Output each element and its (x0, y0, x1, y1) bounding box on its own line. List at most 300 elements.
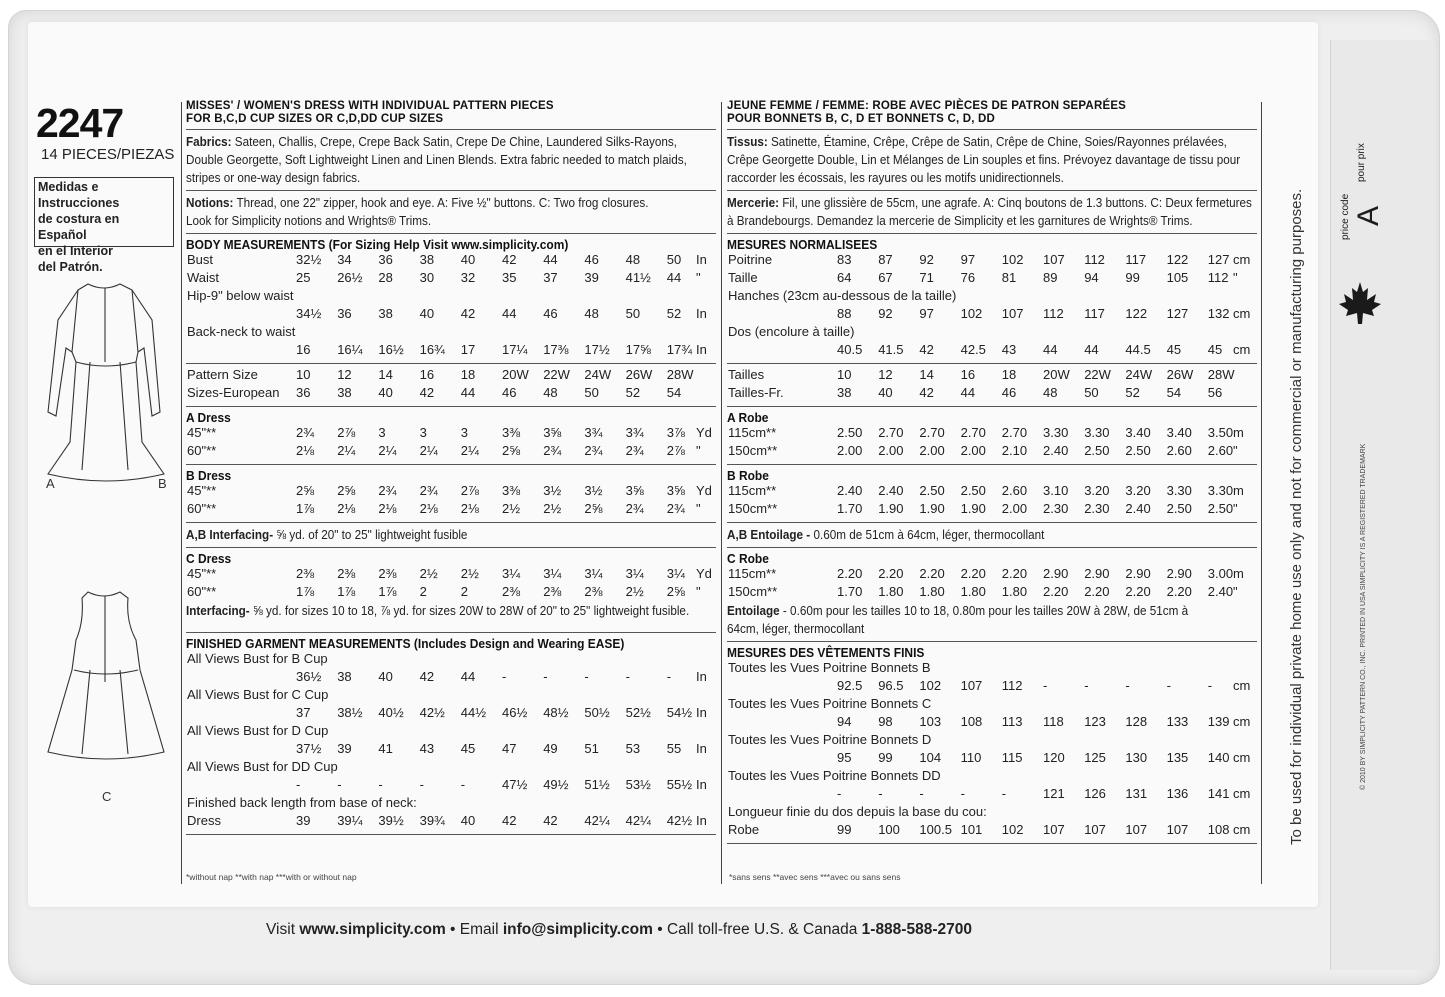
unit-cell: " (1233, 584, 1238, 599)
table-row (186, 759, 716, 777)
table-cell: 56 (1207, 385, 1223, 400)
divider (727, 406, 1257, 407)
table-cell: - (337, 777, 342, 792)
table-cell: 43 (419, 741, 435, 756)
table-row (727, 501, 1257, 519)
table-cell: 52½ (625, 705, 651, 720)
table-cell: 3½ (584, 483, 603, 498)
table-cell: 52 (625, 385, 641, 400)
table-row (186, 342, 716, 360)
table-cell: 2¼ (460, 443, 479, 458)
table-cell: 2¼ (378, 443, 397, 458)
row-label: Poitrine (728, 252, 773, 267)
table-row (727, 443, 1257, 461)
table-cell: 2.40 (1207, 584, 1234, 599)
table-cell: 2.90 (1043, 566, 1069, 581)
table-cell: 97 (960, 252, 976, 267)
french-column (727, 100, 1257, 847)
table-cell: 54½ (666, 705, 693, 720)
table-cell: - (296, 777, 301, 792)
row-label: Bust (187, 252, 214, 267)
view-label-c: C (102, 789, 112, 804)
table-cell: 38 (837, 385, 852, 400)
table-cell: 44 (1084, 342, 1099, 357)
row-label: Waist (187, 270, 220, 285)
table-row (727, 324, 1257, 342)
table-cell: - (1166, 678, 1171, 693)
table-cell: 3.10 (1043, 483, 1069, 498)
table-cell: 98 (878, 714, 893, 729)
table-cell: 44 (1043, 342, 1058, 357)
table-cell: 48½ (543, 705, 569, 720)
unit-cell: In (696, 342, 707, 357)
table-cell: 2.20 (919, 566, 945, 581)
table-cell: 40 (419, 306, 435, 321)
table-cell: 51½ (584, 777, 610, 792)
unit-cell: cm (1233, 252, 1251, 267)
mesures-finis-title: MESURES DES VÊTEMENTS FINIS (727, 645, 925, 660)
table-cell: 122 (1166, 252, 1189, 267)
table-cell: 102 (960, 306, 983, 321)
tissus-text: Tissus: Satinette, Étamine, Crêpe, Crêpe de Satin, Crêpe de Chine, Soies/Rayonnes prélavées, (727, 134, 1227, 149)
table-row (727, 732, 1257, 750)
table-cell: 3¾ (625, 425, 644, 440)
table-cell: 48 (1043, 385, 1058, 400)
unit-cell: cm (1233, 822, 1251, 837)
mesures-table (727, 252, 1257, 360)
unit-cell: cm (1233, 750, 1251, 765)
table-cell: 41½ (625, 270, 651, 285)
table-cell: 2¾ (296, 425, 315, 440)
table-row (727, 696, 1257, 714)
left-column-rule (181, 102, 182, 884)
table-cell: 37 (296, 705, 311, 720)
table-cell: 2⅞ (460, 483, 479, 498)
table-cell: 3½ (543, 483, 562, 498)
a-dress-yardage (186, 425, 716, 461)
table-row (727, 584, 1257, 602)
unit-cell: " (696, 584, 701, 599)
table-cell: 2⅛ (378, 501, 397, 516)
french-title: JEUNE FEMME / FEMME: ROBE AVEC PIÈCES DE PATRON SEPARÉES (727, 100, 1127, 112)
table-cell: 2¼ (337, 443, 356, 458)
english-subtitle: FOR B,C,D CUP SIZES OR C,D,DD CUP SIZES (186, 113, 444, 125)
table-cell: 16 (296, 342, 311, 357)
unit-cell: " (1233, 443, 1238, 458)
table-cell: 92.5 (837, 678, 863, 693)
table-cell: - (1125, 678, 1130, 693)
divider (727, 129, 1257, 130)
row-label: All Views Bust for C Cup (187, 687, 329, 702)
table-cell: 107 (1043, 822, 1065, 837)
table-cell: 22W (1084, 367, 1111, 382)
table-cell: 50 (1084, 385, 1099, 400)
table-cell: 40.5 (837, 342, 863, 357)
unit-cell: Yd (696, 566, 712, 581)
divider (186, 233, 716, 234)
table-cell: 2.50 (1166, 501, 1192, 516)
table-cell: 2⅜ (502, 584, 521, 599)
unit-cell: " (1233, 501, 1238, 516)
table-cell: 39 (584, 270, 599, 285)
table-cell: 2.70 (960, 425, 986, 440)
table-cell: 55 (666, 741, 682, 756)
table-cell: - (419, 777, 424, 792)
row-label: Taille (728, 270, 758, 285)
table-cell: - (919, 786, 924, 801)
table-cell: 44 (460, 385, 476, 400)
table-row (186, 252, 716, 270)
table-cell: 41 (378, 741, 393, 756)
notions-text: Notions: Thread, one 22" zipper, hook and eye. A: Five ½" buttons. C: Two frog closures. (186, 195, 649, 210)
table-cell: 2.50 (1084, 443, 1110, 458)
table-cell: 2½ (502, 501, 521, 516)
view-label-b: B (158, 476, 167, 491)
table-cell: 120 (1043, 750, 1065, 765)
table-cell: 3.00 (1207, 566, 1234, 581)
table-cell: 3¼ (584, 566, 603, 581)
table-cell: 2 (460, 584, 469, 599)
row-label: Dress (187, 813, 221, 828)
table-cell: 2¼ (419, 443, 438, 458)
table-cell: 101 (960, 822, 983, 837)
table-cell: 1⅞ (296, 584, 315, 599)
table-cell: 36 (378, 252, 393, 267)
table-cell: 2¾ (584, 443, 603, 458)
unit-cell: " (696, 443, 701, 458)
table-cell: 50 (666, 252, 682, 267)
table-cell: 71 (919, 270, 934, 285)
table-cell: 3.50 (1207, 425, 1234, 440)
table-cell: 110 (960, 750, 982, 765)
table-row (727, 566, 1257, 584)
table-cell: 3⅝ (543, 425, 562, 440)
table-cell: 50 (584, 385, 599, 400)
table-cell: 44 (960, 385, 976, 400)
table-cell: 94 (1084, 270, 1099, 285)
table-cell: 2½ (460, 566, 479, 581)
table-cell: 2⅜ (337, 566, 356, 581)
row-label: Tailles-Fr. (728, 385, 784, 400)
table-cell: 1⅞ (296, 501, 315, 516)
table-cell: 133 (1166, 714, 1189, 729)
table-cell: 2¾ (543, 443, 562, 458)
c-dress-title: C Dress (186, 551, 232, 566)
table-cell: 2 (419, 584, 427, 599)
table-cell: - (460, 777, 466, 792)
table-cell: 113 (1001, 714, 1023, 729)
table-cell: 2⅛ (460, 501, 479, 516)
unit-cell: In (696, 813, 707, 828)
table-cell: 48 (584, 306, 599, 321)
table-cell: 2½ (625, 584, 644, 599)
table-cell: 28W (1207, 367, 1235, 382)
table-cell: 122 (1125, 306, 1148, 321)
table-cell: 14 (919, 367, 934, 382)
table-cell: 36 (296, 385, 311, 400)
table-cell: 10 (296, 367, 311, 382)
table-cell: 2.70 (919, 425, 945, 440)
table-cell: 108 (1207, 822, 1230, 837)
table-cell: 2¾ (378, 483, 397, 498)
body-measurements-title: BODY MEASUREMENTS (For Sizing Help Visit www.simplicity.com) (186, 237, 569, 252)
fabrics-text-2: Double Georgette, Soft Lightweight Linen and Linen Blends. Extra fabric needed to match plaids, (186, 152, 687, 167)
table-cell: 38 (419, 252, 435, 267)
table-cell: 2.60 (1001, 483, 1028, 498)
table-cell: 102 (919, 678, 942, 693)
table-cell: 16 (419, 367, 435, 382)
row-label: 115cm** (728, 566, 777, 581)
table-cell: 2⅝ (666, 584, 685, 599)
table-cell: 99 (878, 750, 893, 765)
unit-cell: In (696, 252, 707, 267)
table-cell: 45 (460, 741, 476, 756)
french-footnote: *sans sens **avec sens ***avec ou sans sens (729, 872, 901, 882)
table-cell: 54 (666, 385, 682, 400)
table-cell: 3.40 (1125, 425, 1151, 440)
table-cell: 2.40 (1125, 501, 1151, 516)
divider (186, 547, 716, 548)
table-cell: - (502, 669, 507, 684)
row-label: 45"** (187, 483, 217, 498)
table-cell: 40 (460, 813, 476, 828)
table-cell: 2.90 (1084, 566, 1110, 581)
table-cell: 39 (296, 813, 311, 828)
row-label: 115cm** (728, 425, 777, 440)
table-cell: 131 (1125, 786, 1148, 801)
c-entoilage: Entoilage - 0.60m pour les tailles 10 to 18, 0.80m pour les tailles 20W à 28W, de 51cm à (727, 603, 1189, 618)
table-cell: 46 (502, 385, 517, 400)
table-cell: 14 (378, 367, 393, 382)
unit-cell: m (1233, 425, 1244, 440)
table-row (186, 306, 716, 324)
table-cell: - (666, 669, 672, 684)
mercerie-text: Mercerie: Fil, une glissière de 55cm, une agrafe. A: Cinq boutons de 1.3 buttons. C: Deux fermetures (727, 195, 1252, 210)
table-cell: 3.30 (1084, 425, 1110, 440)
row-label: Hanches (23cm au-dessous de la taille) (728, 288, 957, 303)
dress-line-drawings (36, 262, 174, 782)
table-cell: 88 (837, 306, 852, 321)
mesures-finis-table (727, 660, 1257, 840)
table-cell: 40½ (378, 705, 404, 720)
table-cell: 16½ (378, 342, 404, 357)
table-cell: 107 (1125, 822, 1148, 837)
english-title: MISSES' / WOMEN'S DRESS WITH INDIVIDUAL PATTERN PIECES (186, 100, 554, 112)
table-cell: 42 (919, 342, 934, 357)
divider (727, 843, 1257, 844)
row-label: Longueur finie du dos depuis la base du cou: (728, 804, 987, 819)
table-cell: 94 (837, 714, 852, 729)
table-cell: 46½ (502, 705, 528, 720)
table-cell: 99 (837, 822, 852, 837)
table-cell: 92 (919, 252, 934, 267)
table-cell: 37½ (296, 741, 322, 756)
table-cell: 2.40 (878, 483, 904, 498)
table-cell: 2.50 (919, 483, 945, 498)
table-cell: 115 (1001, 750, 1023, 765)
table-cell: 3¾ (584, 425, 603, 440)
table-cell: 2.00 (960, 443, 986, 458)
a-robe-title: A Robe (727, 410, 769, 425)
table-cell: 38 (378, 306, 393, 321)
table-row (186, 795, 716, 813)
table-row (186, 367, 716, 385)
unit-cell: m (1233, 483, 1244, 498)
table-row (727, 768, 1257, 786)
table-cell: 102 (1001, 252, 1024, 267)
table-cell: 38½ (337, 705, 363, 720)
table-cell: 3 (378, 425, 386, 440)
table-cell: 17 (460, 342, 476, 357)
table-cell: 107 (1043, 252, 1065, 267)
table-cell: 55½ (666, 777, 693, 792)
table-cell: 26W (625, 367, 653, 382)
table-cell: 36 (337, 306, 352, 321)
unit-cell: Yd (696, 425, 712, 440)
table-cell: - (1001, 786, 1007, 801)
table-cell: 49½ (543, 777, 569, 792)
view-label-a: A (46, 476, 55, 491)
table-cell: - (878, 786, 883, 801)
table-row (727, 804, 1257, 822)
table-row (727, 660, 1257, 678)
table-row (186, 501, 716, 519)
table-row (186, 288, 716, 306)
c-interfacing: Interfacing- ⅝ yd. for sizes 10 to 18, ⅞ yd. for sizes 20W to 28W of 20" to 25" lightweight fusible. (186, 603, 690, 618)
table-cell: 42¼ (584, 813, 610, 828)
table-cell: 81 (1001, 270, 1017, 285)
table-cell: 10 (837, 367, 852, 382)
table-cell: 2.60 (1207, 443, 1234, 458)
table-cell: 12 (878, 367, 893, 382)
finished-measurements-title: FINISHED GARMENT MEASUREMENTS (Includes Design and Wearing EASE) (186, 636, 625, 651)
table-cell: 51 (584, 741, 599, 756)
table-cell: 17⅜ (543, 342, 569, 357)
table-cell: 17⅝ (625, 342, 651, 357)
website-link[interactable]: www.simplicity.com (299, 921, 446, 938)
row-label: All Views Bust for B Cup (187, 651, 328, 666)
table-row (186, 385, 716, 403)
table-cell: - (1043, 678, 1048, 693)
table-cell: 2.90 (1125, 566, 1151, 581)
body-measurements-table (186, 252, 716, 360)
table-cell: 44 (666, 270, 682, 285)
table-cell: 24W (1125, 367, 1153, 382)
table-cell: 2⅛ (296, 443, 315, 458)
table-cell: 117 (1125, 252, 1147, 267)
table-cell: 40 (460, 252, 476, 267)
table-cell: 100.5 (919, 822, 952, 837)
row-label: 115cm** (728, 483, 777, 498)
table-cell: 141 (1207, 786, 1230, 801)
table-row (186, 651, 716, 669)
table-cell: 45 (1166, 342, 1182, 357)
b-dress-yardage (186, 483, 716, 519)
pour-prix-label: pour prix (1356, 143, 1367, 182)
table-cell: 2⅝ (296, 483, 315, 498)
divider (727, 641, 1257, 642)
table-cell: 36½ (296, 669, 322, 684)
table-cell: 2⅛ (337, 501, 356, 516)
table-cell: - (837, 786, 842, 801)
table-row (186, 687, 716, 705)
table-cell: 126 (1084, 786, 1106, 801)
row-label: Pattern Size (187, 367, 258, 382)
b-dress-title: B Dress (186, 468, 232, 483)
table-cell: 2¾ (666, 501, 685, 516)
divider (727, 233, 1257, 234)
unit-cell: cm (1233, 714, 1251, 729)
table-cell: 42½ (666, 813, 693, 828)
table-cell: 1.80 (919, 584, 945, 599)
table-cell: 20W (502, 367, 529, 382)
email-link[interactable]: info@simplicity.com (502, 921, 653, 938)
table-cell: 42¼ (625, 813, 651, 828)
table-cell: 17½ (584, 342, 610, 357)
table-cell: 140 (1207, 750, 1230, 765)
table-cell: 2.20 (960, 566, 986, 581)
table-cell: 43 (1001, 342, 1017, 357)
table-cell: 3⅜ (502, 425, 521, 440)
row-label: 150cm** (728, 443, 778, 458)
table-cell: 2¾ (625, 443, 644, 458)
table-cell: 2.00 (919, 443, 945, 458)
table-cell: 123 (1084, 714, 1106, 729)
table-cell: 2.10 (1001, 443, 1028, 458)
table-cell: 52 (1125, 385, 1140, 400)
table-cell: 3.30 (1207, 483, 1234, 498)
table-cell: 17¾ (666, 342, 693, 357)
english-column (186, 100, 716, 838)
finished-measurements-table (186, 651, 716, 831)
table-cell: 2⅞ (337, 425, 356, 440)
table-cell: 3 (419, 425, 427, 440)
table-cell: 2½ (543, 501, 562, 516)
divider (186, 464, 716, 465)
table-cell: 42 (419, 385, 435, 400)
table-cell: 2.30 (1043, 501, 1069, 516)
unit-cell: In (696, 669, 707, 684)
table-cell: 2.60 (1166, 443, 1192, 458)
table-cell: 87 (878, 252, 893, 267)
table-cell: 2⅜ (584, 584, 603, 599)
table-cell: 132 (1207, 306, 1230, 321)
unit-cell: In (696, 705, 707, 720)
table-cell: 50½ (584, 705, 610, 720)
table-cell: 127 (1207, 252, 1230, 267)
table-cell: 3.20 (1084, 483, 1110, 498)
maple-leaf-icon (1338, 280, 1382, 326)
table-cell: 2.50 (1207, 501, 1234, 516)
table-cell: 42 (502, 813, 517, 828)
table-row (727, 306, 1257, 324)
table-row (727, 750, 1257, 768)
table-cell: 2.20 (878, 566, 904, 581)
table-cell: 42½ (419, 705, 445, 720)
table-cell: 2.00 (837, 443, 863, 458)
table-cell: 48 (625, 252, 641, 267)
table-cell: 24W (584, 367, 612, 382)
table-cell: 3 (460, 425, 469, 440)
table-row (186, 669, 716, 687)
table-cell: 107 (960, 678, 983, 693)
table-cell: 2.20 (1166, 584, 1192, 599)
row-label: 60"** (187, 584, 217, 599)
table-cell: - (543, 669, 548, 684)
table-cell: 118 (1043, 714, 1064, 729)
table-cell: 46 (543, 306, 558, 321)
table-row (186, 741, 716, 759)
